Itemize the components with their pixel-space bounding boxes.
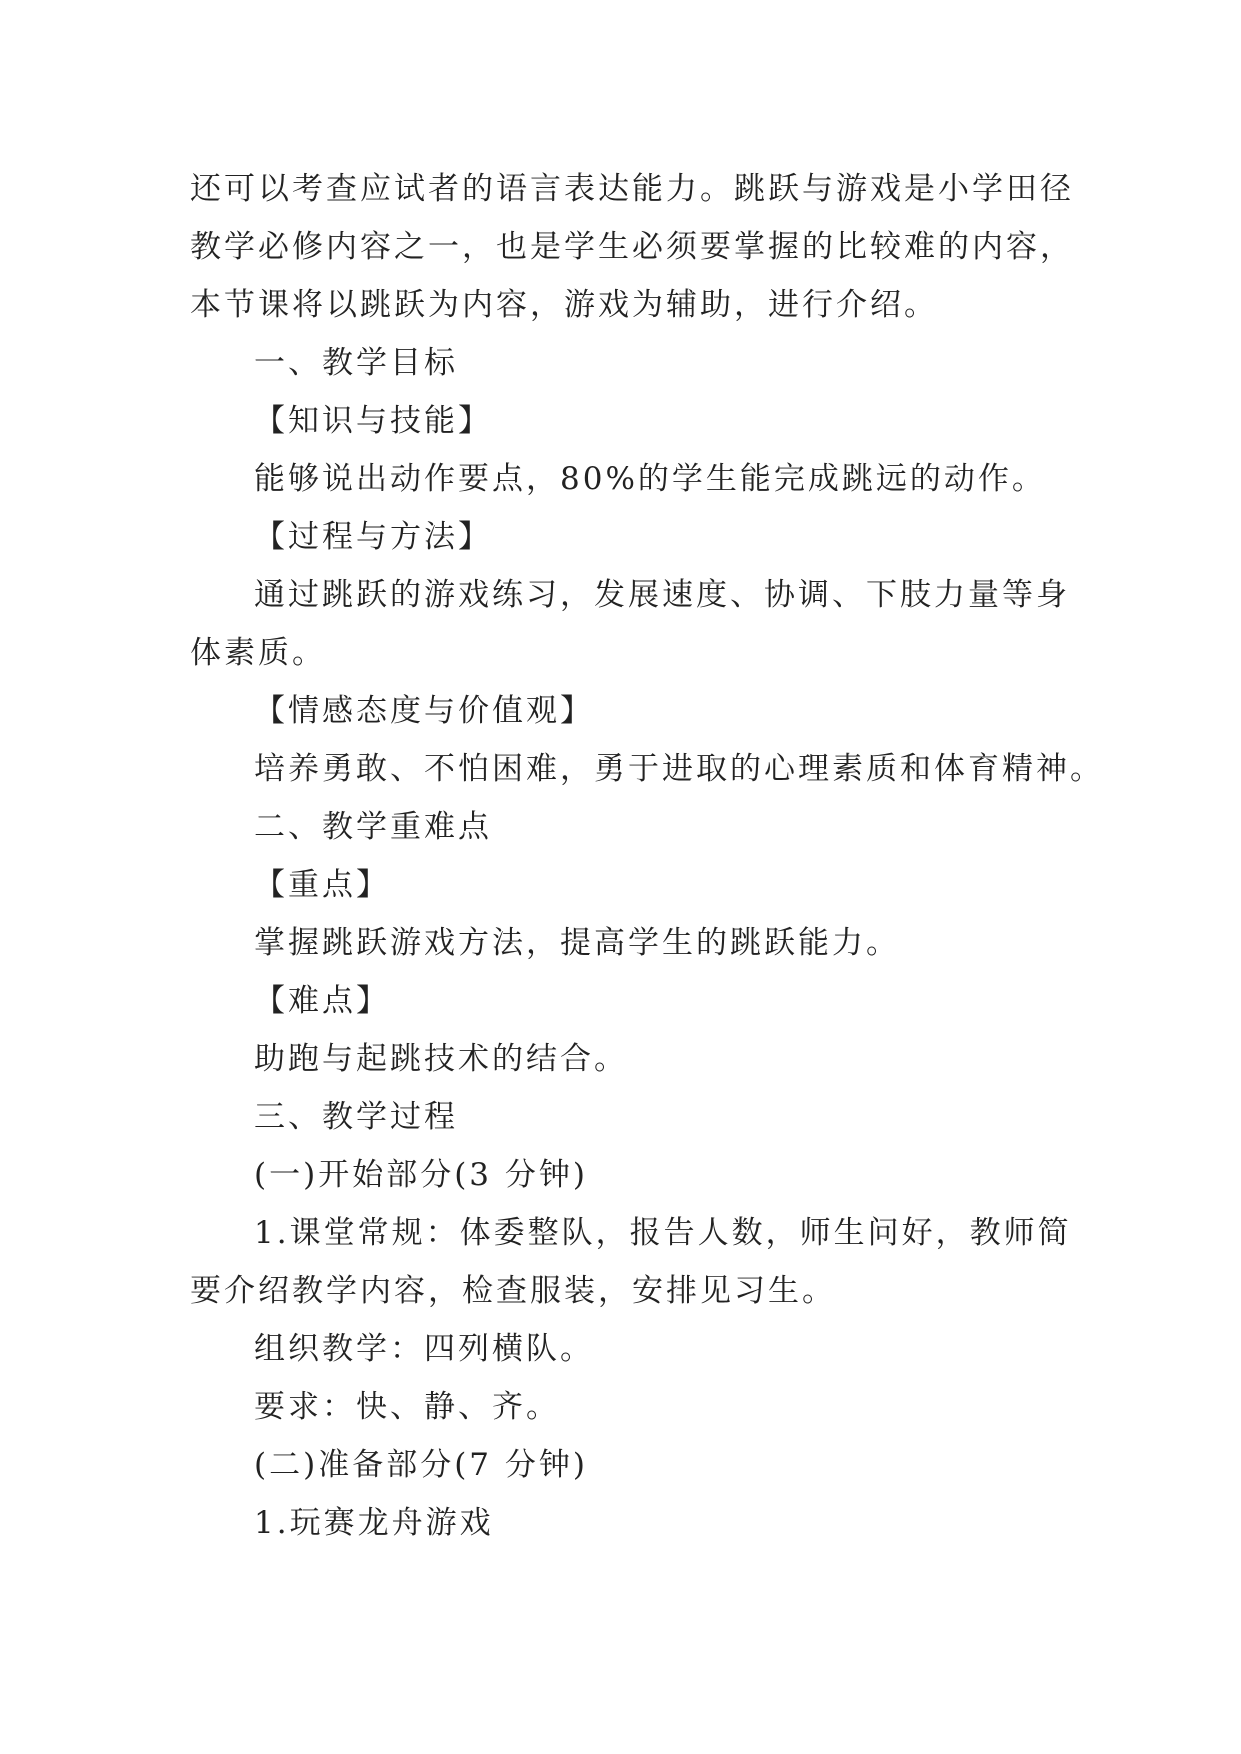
body-text-line: 本节课将以跳跃为内容，游戏为辅助，进行介绍。 xyxy=(190,287,938,323)
body-text-line: 组织教学：四列横队。 xyxy=(254,1331,594,1367)
body-text-line: 培养勇敢、不怕困难，勇于进取的心理素质和体育精神。 xyxy=(254,751,1104,787)
subheading-knowledge-skills: 【知识与技能】 xyxy=(254,403,492,439)
subheading-attitude-values: 【情感态度与价值观】 xyxy=(254,693,594,729)
section-heading-key-points: 二、教学重难点 xyxy=(254,809,492,845)
subheading-process-method: 【过程与方法】 xyxy=(254,519,492,555)
body-text-line: 教学必修内容之一，也是学生必须要掌握的比较难的内容， xyxy=(190,229,1074,265)
body-text-line: 1.课堂常规：体委整队，报告人数，师生问好，教师简 xyxy=(254,1215,1072,1251)
section-heading-process: 三、教学过程 xyxy=(254,1099,458,1135)
body-text-line: 助跑与起跳技术的结合。 xyxy=(254,1041,628,1077)
body-text-line: 还可以考查应试者的语言表达能力。跳跃与游戏是小学田径 xyxy=(190,171,1074,207)
subsection-heading-opening: (一)开始部分(3 分钟) xyxy=(254,1157,588,1193)
body-text-line: 通过跳跃的游戏练习，发展速度、协调、下肢力量等身 xyxy=(254,577,1070,613)
section-heading-objectives: 一、教学目标 xyxy=(254,345,458,381)
body-text-line: 体素质。 xyxy=(190,635,326,671)
body-text-line: 能够说出动作要点，80%的学生能完成跳远的动作。 xyxy=(254,461,1046,497)
body-text-line: 1.玩赛龙舟游戏 xyxy=(254,1505,494,1541)
document-body xyxy=(190,160,1104,1552)
subheading-focus: 【重点】 xyxy=(254,867,390,903)
body-text-line: 掌握跳跃游戏方法，提高学生的跳跃能力。 xyxy=(254,925,900,961)
subheading-difficulty: 【难点】 xyxy=(254,983,390,1019)
subsection-heading-preparation: (二)准备部分(7 分钟) xyxy=(254,1447,588,1483)
body-text-line: 要求：快、静、齐。 xyxy=(254,1389,560,1425)
body-text-line: 要介绍教学内容，检查服装，安排见习生。 xyxy=(190,1273,836,1309)
